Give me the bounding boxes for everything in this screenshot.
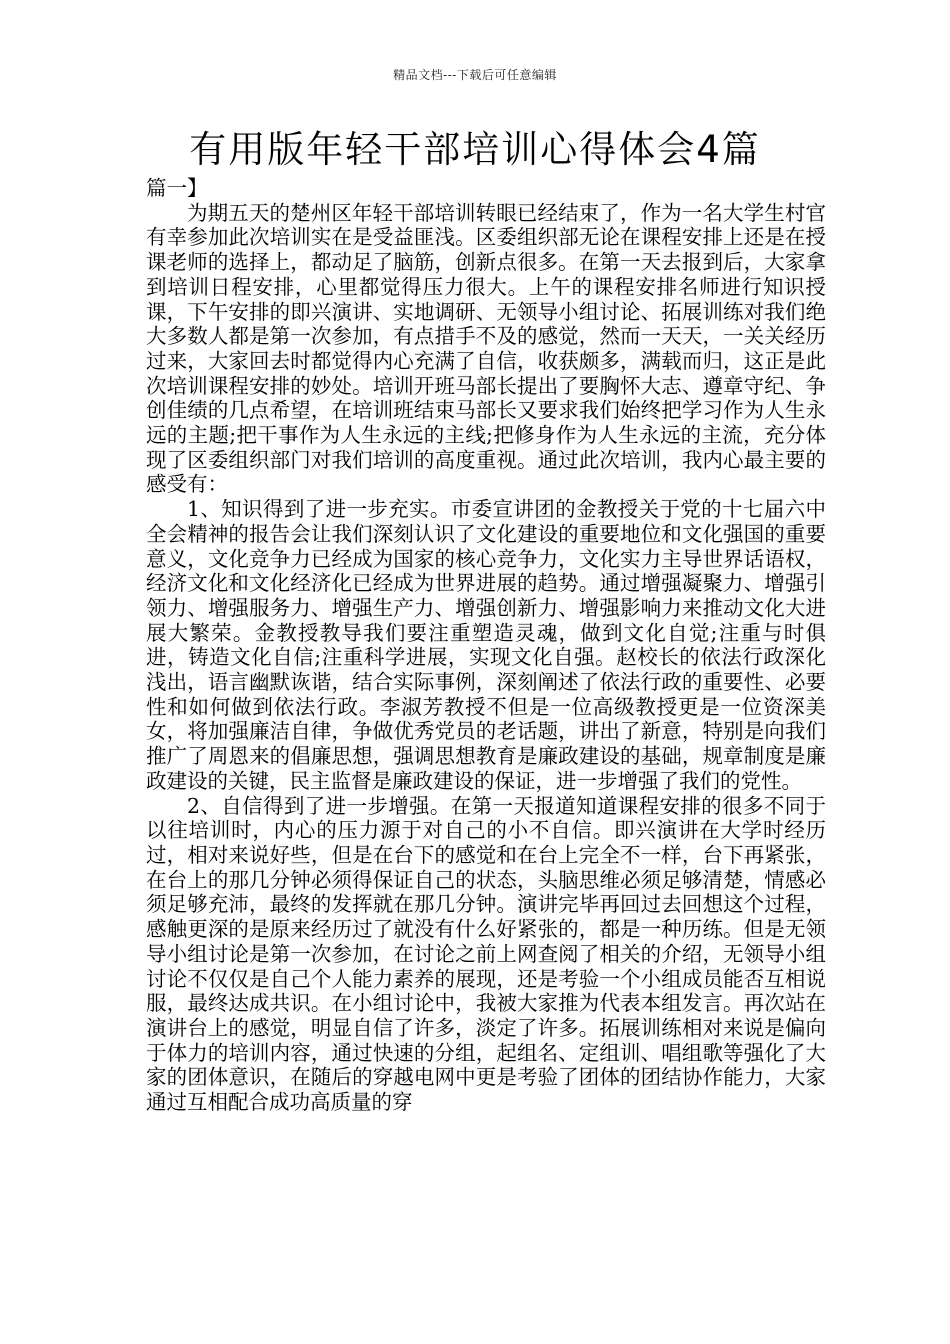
document-body [146,176,826,1115]
paragraph-knowledge: 1、知识得到了进一步充实。市委宣讲团的金教授关于党的十七届六中全会精神的报告会让我们深刻认识了文化建设的重要地位和文化强国的重要意义，文化竞争力已经成为国家的核心竞争力，文化实力主导世界话语权，经济文化和文化经济化已经成为世界进展的趋势。通过增强凝聚力、增强引领力、增强服务力、增强生产力、增强创新力、增强影响力来推动文化大进展大繁荣。金教授教导我们要注重塑造灵魂，做到文化自觉;注重与时俱进，铸造文化自信;注重科学进展，实现文化自强。赵校长的依法行政深化浅出，语言幽默诙谐，结合实际事例，深刻阐述了依法行政的重要性、必要性和如何做到依法行政。李淑芳教授不但是一位高级教授更是一位资深美女，将加强廉洁自律，争做优秀党员的老话题，讲出了新意，特别是向我们推广了周恩来的倡廉思想，强调思想教育是廉政建设的基础，规章制度是廉政建设的关键，民主监督是廉政建设的保证，进一步增强了我们的党性。 [146,497,826,793]
header-note: 精品文档---下载后可任意编辑 [393,68,557,82]
paragraph-confidence: 2、自信得到了进一步增强。在第一天报道知道课程安排的很多不同于以往培训时，内心的压力源于对自己的小不自信。即兴演讲在大学时经历过，相对来说好些，但是在台下的感觉和在台上完全不一样，台下再紧张，在台上的那几分钟必须得保证自己的状态，头脑思维必须足够清楚，情感必须足够充沛，最终的发挥就在那几分钟。演讲完毕再回过去回想这个过程，感触更深的是原来经历过了就没有什么好紧张的，都是一种历练。但是无领导小组讨论是第一次参加，在讨论之前上网查阅了相关的介绍，无领导小组讨论不仅仅是自己个人能力素养的展现，还是考验一个小组成员能否互相说服，最终达成共识。在小组讨论中，我被大家推为代表本组发言。再次站在演讲台上的感觉，明显自信了许多，淡定了许多。拓展训练相对来说是偏向于体力的培训内容，通过快速的分组，起组名、定组训、唱组歌等强化了大家的团体意识，在随后的穿越电网中更是考验了团体的团结协作能力，大家通过互相配合成功高质量的穿 [146,793,826,1115]
paragraph-intro: 为期五天的楚州区年轻干部培训转眼已经结束了，作为一名大学生村官有幸参加此次培训实在是受益匪浅。区委组织部无论在课程安排上还是在授课老师的选择上，都动足了脑筋，创新点很多。在第一天去报到后，大家拿到培训日程安排，心里都觉得压力很大。上午的课程安排名师进行知识授课，下午安排的即兴演讲、实地调研、无领导小组讨论、拓展训练对我们绝大多数人都是第一次参加，有点措手不及的感觉，然而一天天，一关关经历过来，大家回去时都觉得内心充满了自信，收获颇多，满载而归，这正是此次培训课程安排的妙处。培训开班马部长提出了要胸怀大志、遵章守纪、争创佳绩的几点希望，在培训班结束马部长又要求我们始终把学习作为人生永远的主题;把干事作为人生永远的主线;把修身作为人生永远的主流，充分体现了区委组织部门对我们培训的高度重视。通过此次培训，我内心最主要的感受有： [146,200,826,497]
section-label: 篇一】 [146,176,208,200]
document-title: 有用版年轻干部培训心得体会4篇 [189,128,761,171]
